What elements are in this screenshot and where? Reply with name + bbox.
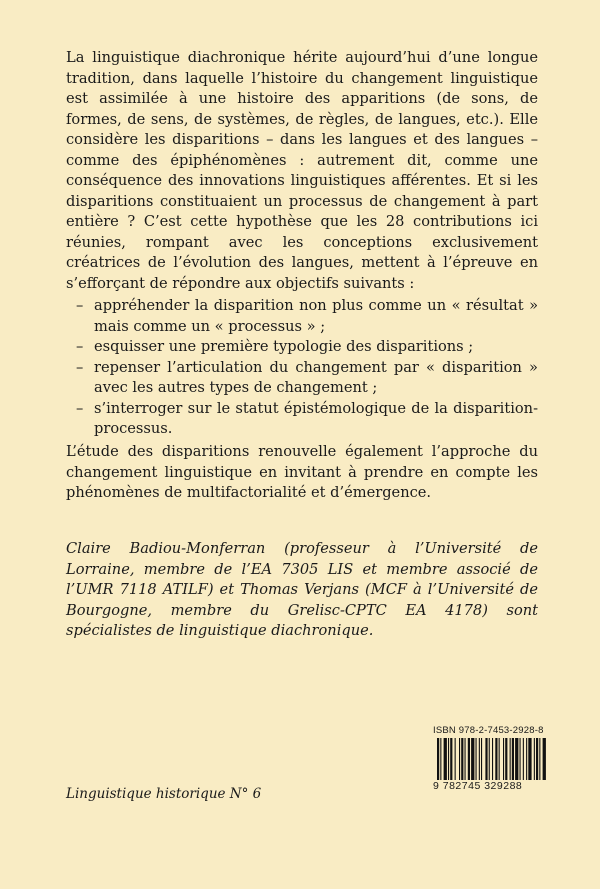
barcode-bar bbox=[510, 738, 511, 780]
barcode-bar bbox=[534, 738, 535, 780]
barcode-bar bbox=[539, 738, 540, 780]
list-item bbox=[66, 358, 538, 399]
barcode-bar bbox=[465, 738, 466, 780]
barcode-digits: 9 782745 329288 bbox=[433, 780, 523, 792]
list-item-text: repenser l’articulation du changement par « disparition » avec les autres types de changement ; bbox=[94, 358, 538, 396]
barcode-bar bbox=[492, 738, 493, 780]
list-bullet: – bbox=[76, 297, 84, 314]
list-item-text: appréhender la disparition non plus comme un « résultat » mais comme un « processus » ; bbox=[94, 297, 538, 335]
barcode-icon bbox=[433, 738, 587, 780]
authors-paragraph: Claire Badiou-Monferran (professeur à l’Université de Lorraine, membre de l’EA 7305 LIS et membre associé de l’UMR 7118 ATILF) et Thomas Verjans (MCF à l’Université de Bourgogne, membre du Grelisc-CPTC EA 4178) sont spécialistes de linguistique diachronique. bbox=[66, 540, 538, 639]
barcode-bar bbox=[499, 738, 500, 780]
barcode-bar bbox=[489, 738, 490, 780]
barcode-bar bbox=[459, 738, 460, 780]
barcode-bar bbox=[440, 738, 441, 780]
barcode-bar bbox=[503, 738, 504, 780]
barcode-bar bbox=[479, 738, 480, 780]
barcode-bar bbox=[512, 738, 514, 780]
barcode-bar bbox=[450, 738, 452, 780]
barcode-bar bbox=[523, 738, 524, 780]
barcode-bar bbox=[526, 738, 527, 780]
barcode-bar bbox=[444, 738, 447, 780]
barcode-bar bbox=[448, 738, 449, 780]
barcode-bar bbox=[520, 738, 521, 780]
objectives-list bbox=[66, 296, 538, 440]
list-bullet: – bbox=[76, 399, 84, 417]
barcode-bar bbox=[481, 738, 482, 780]
list-item bbox=[66, 296, 538, 337]
series-title: Linguistique historique N° 6 bbox=[66, 786, 262, 802]
barcode-bar bbox=[471, 738, 474, 780]
barcode-bar bbox=[455, 738, 456, 780]
barcode-bar bbox=[543, 738, 546, 780]
barcode-bar bbox=[468, 738, 470, 780]
barcode-bar bbox=[515, 738, 518, 780]
barcode-bar bbox=[495, 738, 497, 780]
barcode-bar bbox=[461, 738, 463, 780]
list-item bbox=[66, 399, 538, 440]
list-item-text: s’interroger sur le statut épistémologique de la disparition-processus. bbox=[94, 399, 538, 437]
isbn-label: ISBN 978-2-7453-2928-8 bbox=[433, 725, 544, 736]
barcode-bar bbox=[505, 738, 507, 780]
barcode-bar bbox=[437, 738, 439, 780]
barcode-bar bbox=[476, 738, 477, 780]
list-item-text: esquisser une première typologie des disparitions ; bbox=[94, 338, 474, 355]
intro-paragraph: La linguistique diachronique hérite aujourd’hui d’une longue tradition, dans laquelle l’histoire du changement linguistique est assimilée à une histoire des apparitions (de sons, de formes, de sens, de systèmes, de règles, de langues, etc.). Elle considère les disparitions – dans les langues et des langues – comme des épiphénomènes : autrement dit, comme une conséquence des innovations linguistiques afférentes. Et si les disparitions constituaient un processus de changement à part entière ? C’est cette hypothèse que les 28 contributions ici réunies, rompant avec les conceptions exclusivement créatrices de l’évolution des langues, mettent à l’épreuve en s’efforçant de répondre aux objectifs suivants : bbox=[66, 49, 538, 292]
list-bullet: – bbox=[76, 358, 84, 376]
barcode-bar bbox=[528, 738, 531, 780]
isbn-block bbox=[433, 725, 587, 793]
list-bullet: – bbox=[76, 338, 84, 355]
conclusion-paragraph: L’étude des disparitions renouvelle également l’approche du changement linguistique en invitant à prendre en compte les phénomènes de multifactorialité et d’émergence. bbox=[66, 443, 538, 501]
list-item bbox=[66, 337, 538, 358]
barcode-bar bbox=[536, 738, 538, 780]
barcode-bar bbox=[485, 738, 487, 780]
